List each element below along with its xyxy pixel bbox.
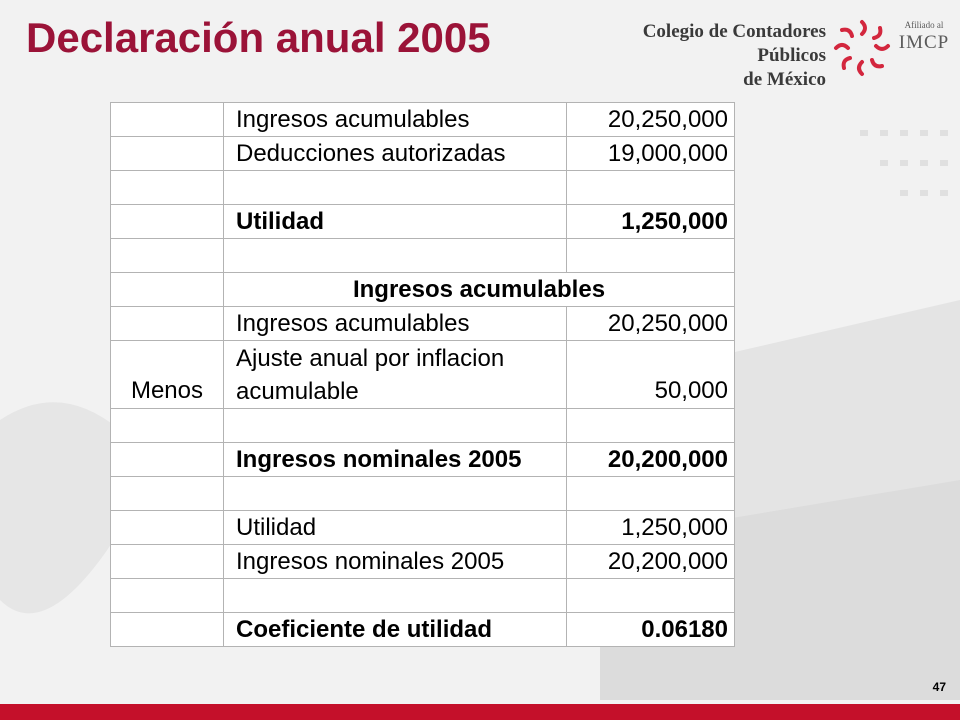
row-label-cell (111, 443, 224, 477)
row-label-cell (111, 477, 224, 511)
amount-cell (567, 409, 735, 443)
table-row (111, 511, 735, 545)
row-label-cell (111, 137, 224, 171)
table-row (111, 273, 735, 307)
row-label-cell (111, 273, 224, 307)
logo-text (572, 20, 826, 92)
row-label-cell (111, 409, 224, 443)
concept-cell: Ajuste anual por inflacion acumulable (224, 341, 567, 409)
table-row (111, 409, 735, 443)
row-label-cell (111, 307, 224, 341)
amount-cell: 20,250,000 (567, 307, 735, 341)
row-label-cell (111, 511, 224, 545)
concept-cell: Coeficiente de utilidad (224, 613, 567, 647)
imcp-emblem-icon (830, 16, 894, 80)
affiliation-label: Afiliado al (904, 20, 944, 30)
amount-cell (567, 239, 735, 273)
section-header-cell: Ingresos acumulables (224, 273, 735, 307)
concept-cell: Ingresos acumulables (224, 103, 567, 137)
row-label-cell (111, 205, 224, 239)
row-label-cell (111, 171, 224, 205)
row-label-cell (111, 579, 224, 613)
affiliation-name: IMCP (898, 32, 950, 53)
row-label-cell (111, 613, 224, 647)
concept-cell (224, 239, 567, 273)
row-label-cell (111, 239, 224, 273)
concept-cell (224, 579, 567, 613)
amount-cell: 20,200,000 (567, 545, 735, 579)
logo-line-2: de México (743, 69, 826, 90)
amount-cell: 19,000,000 (567, 137, 735, 171)
table-row (111, 103, 735, 137)
table-row (111, 341, 735, 409)
page-number: 47 (932, 680, 946, 694)
concept-cell: Ingresos acumulables (224, 307, 567, 341)
amount-cell: 20,250,000 (567, 103, 735, 137)
amount-cell: 50,000 (567, 341, 735, 409)
table-row (111, 239, 735, 273)
declaration-table (110, 102, 735, 647)
table-row (111, 137, 735, 171)
table-row (111, 443, 735, 477)
concept-cell: Ingresos nominales 2005 (224, 545, 567, 579)
table-row (111, 307, 735, 341)
concept-cell (224, 409, 567, 443)
affiliation-block (896, 20, 952, 54)
amount-cell (567, 477, 735, 511)
table-row (111, 579, 735, 613)
row-label-cell (111, 545, 224, 579)
amount-cell: 1,250,000 (567, 511, 735, 545)
row-label-cell (111, 103, 224, 137)
table-row (111, 171, 735, 205)
table-row (111, 613, 735, 647)
concept-cell (224, 171, 567, 205)
concept-cell: Utilidad (224, 511, 567, 545)
table-row (111, 205, 735, 239)
row-label-cell: Menos (111, 341, 224, 409)
amount-cell (567, 171, 735, 205)
slide-title: Declaración anual 2005 (26, 14, 491, 61)
amount-cell: 0.06180 (567, 613, 735, 647)
table-row (111, 477, 735, 511)
amount-cell: 1,250,000 (567, 205, 735, 239)
concept-cell: Ingresos nominales 2005 (224, 443, 567, 477)
table-row (111, 545, 735, 579)
footer-bar (0, 704, 960, 720)
concept-cell: Utilidad (224, 205, 567, 239)
concept-cell: Deducciones autorizadas (224, 137, 567, 171)
amount-cell: 20,200,000 (567, 443, 735, 477)
logo-line-1: Colegio de Contadores Públicos (642, 21, 826, 66)
amount-cell (567, 579, 735, 613)
concept-cell (224, 477, 567, 511)
organization-logo (572, 16, 952, 90)
